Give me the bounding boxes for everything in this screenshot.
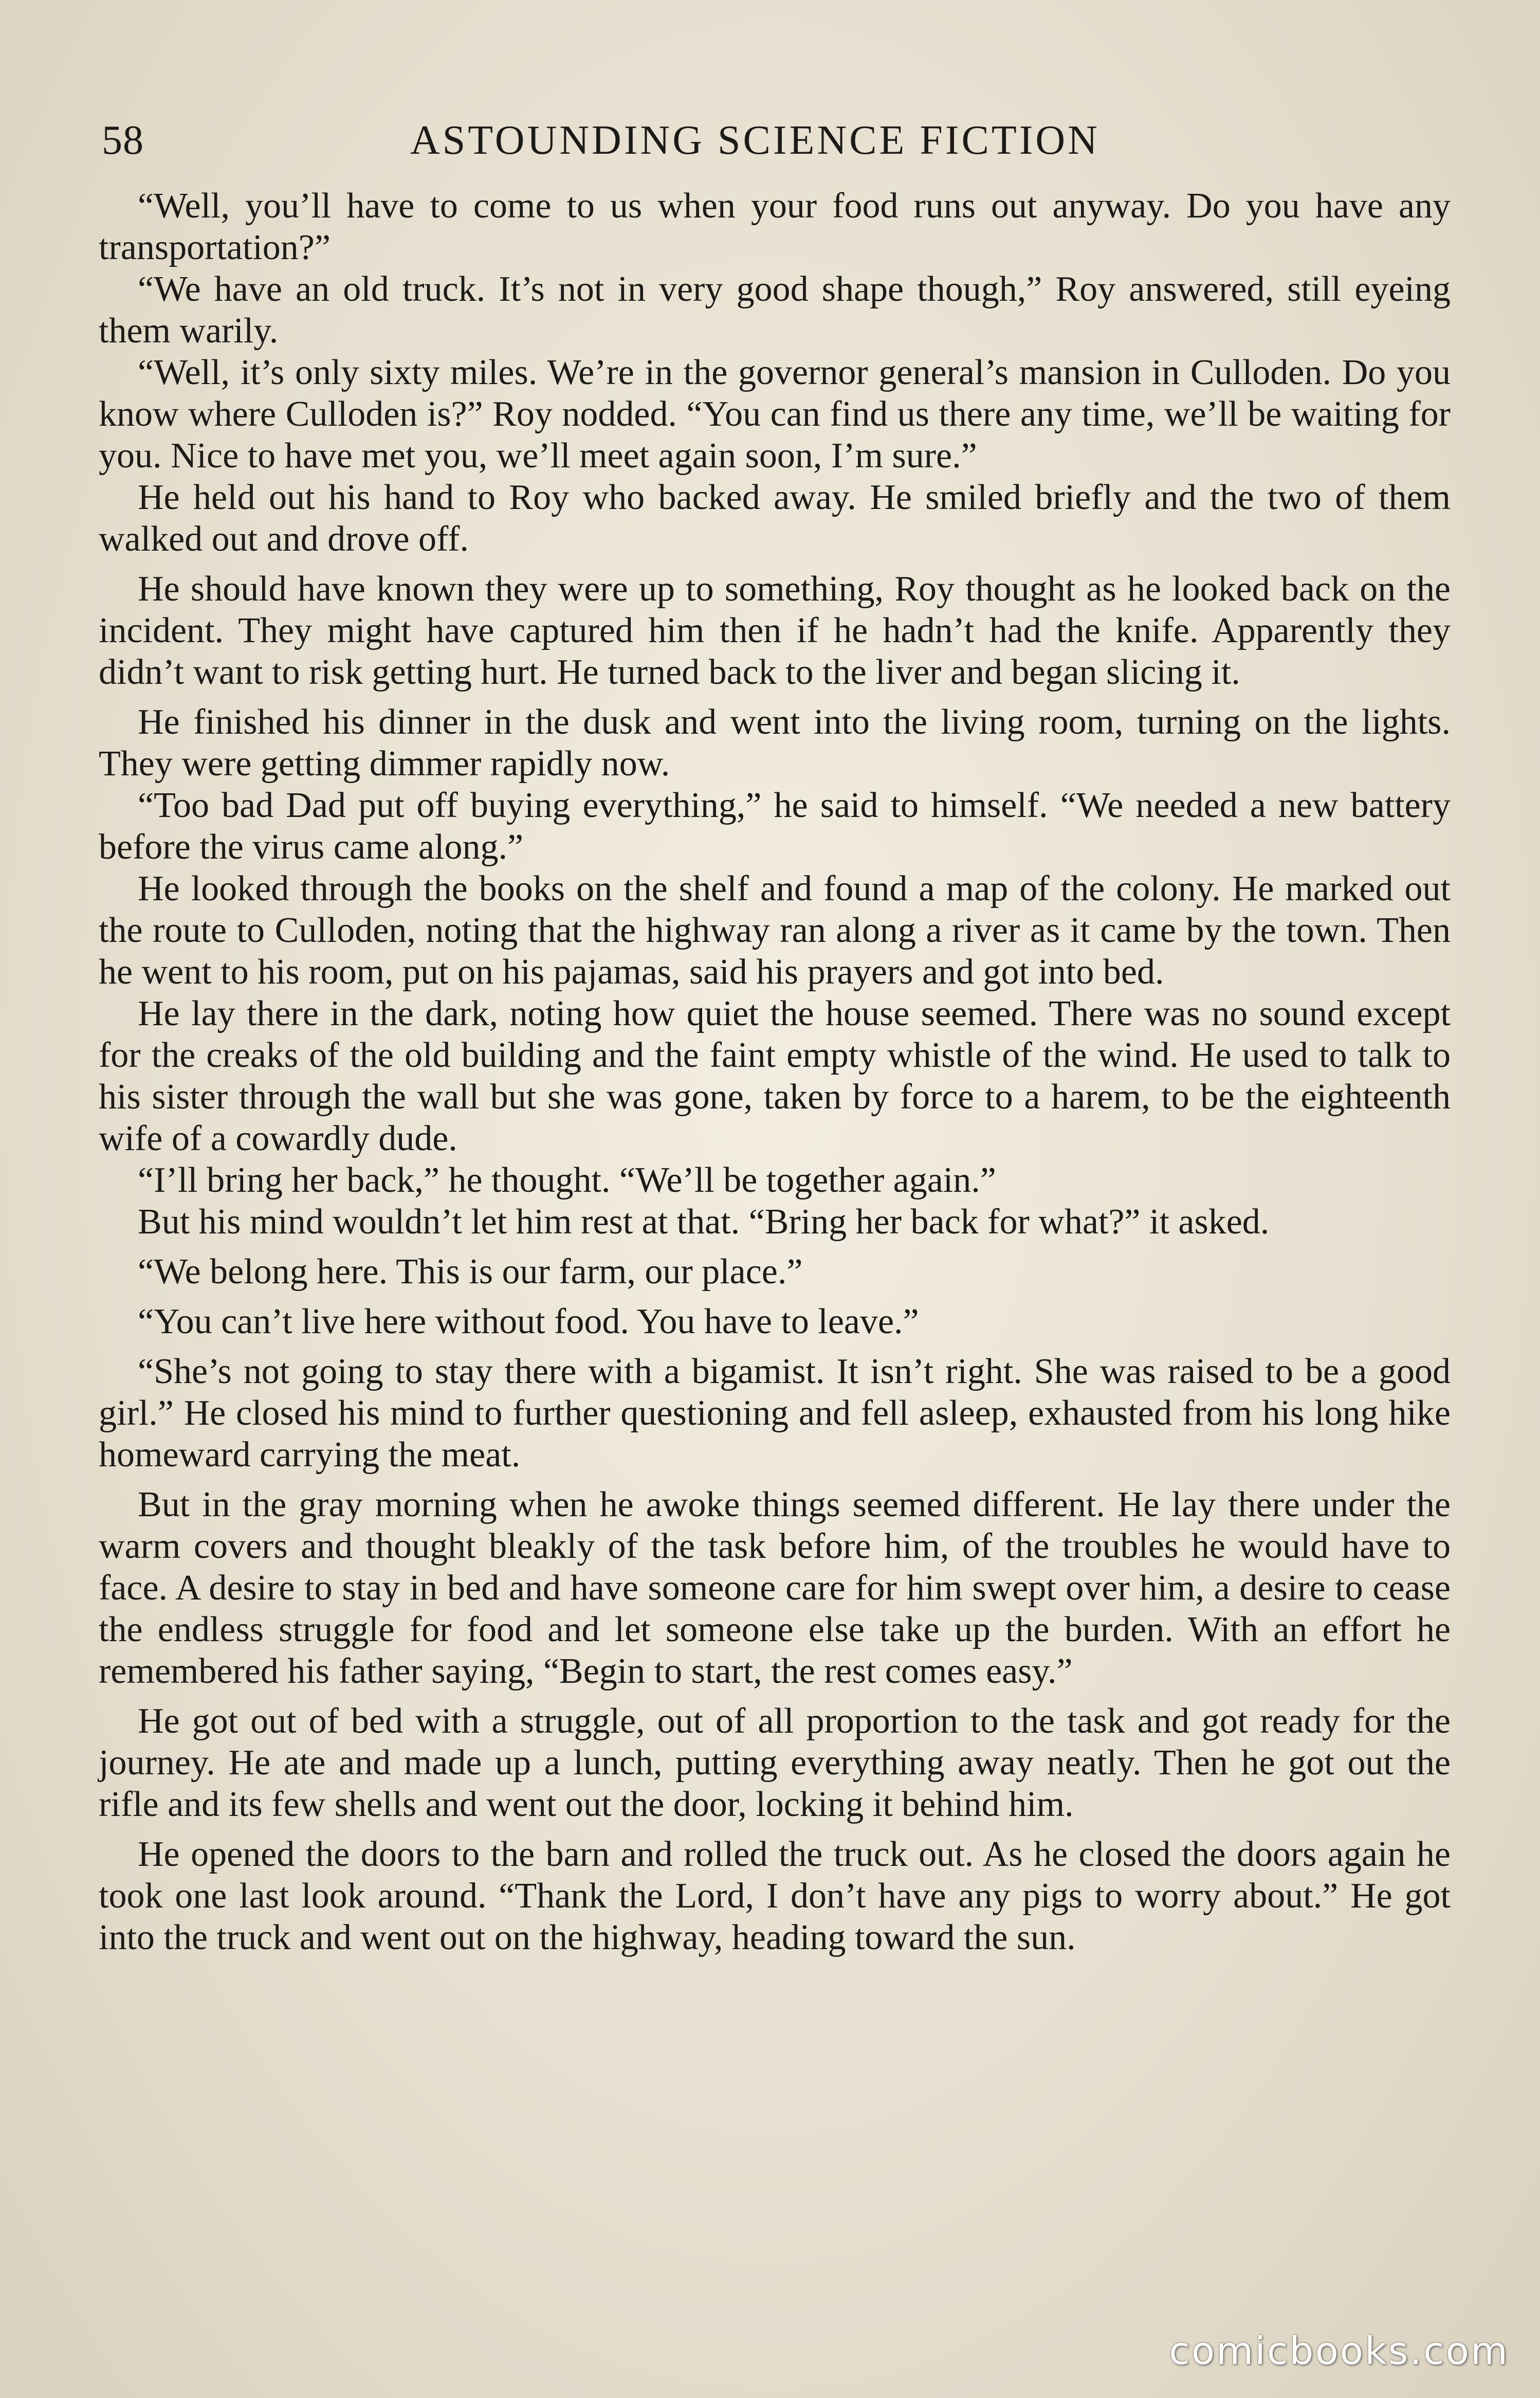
page-number: 58 [102,118,144,163]
paragraph: “We have an old truck. It’s not in very good shape though,” Roy answered, still eyeing them warily. [99,269,1451,351]
site-watermark: comicbooks.com [1169,2329,1509,2373]
paragraph: “She’s not going to stay there with a bigamist. It isn’t right. She was raised to be a good girl.” He closed his mind to further questioning and fell asleep, exhausted from his long hike homeward carrying the meat. [99,1352,1451,1475]
page-header [102,112,1438,169]
paragraph: He got out of bed with a struggle, out of all proportion to the task and got ready for the journey. He ate and made up a lunch, putting everything away neatly. Then he got out the rifle and its few shells and went out the door, locking it behind him. [99,1701,1451,1824]
paragraph: “Well, it’s only sixty miles. We’re in the governor general’s mansion in Culloden. Do you know where Culloden is?” Roy nodded. “You can find us there any time, we’ll be waiting for you. Nice to have met you, we’ll meet again soon, I’m sure.” [99,353,1451,476]
paragraph: “Well, you’ll have to come to us when your food runs out anyway. Do you have any transportation?” [99,186,1451,267]
paragraph: “I’ll bring her back,” he thought. “We’ll be together again.” [138,1160,996,1200]
running-head: ASTOUNDING SCIENCE FICTION [410,118,1100,163]
paragraph: He held out his hand to Roy who backed away. He smiled briefly and the two of them walked out and drove off. [99,478,1451,559]
paragraph: He should have known they were up to something, Roy thought as he looked back on the incident. They might have captured him then if he hadn’t had the knife. Apparently they didn’t want to risk getting hurt. He turned back to the liver and began slicing it. [99,569,1451,692]
paragraph: He opened the doors to the barn and rolled the truck out. As he closed the doors again he took one last look around. “Thank the Lord, I don’t have any pigs to worry about.” He got into the truck and went out on the highway, heading toward the sun. [99,1834,1451,1957]
paragraph: “You can’t live here without food. You have to leave.” [138,1302,919,1341]
paragraph: He looked through the books on the shelf and found a map of the colony. He marked out the route to Culloden, noting that the highway ran along a river as it came by the town. Then he went to his room, put on his pajamas, said his prayers and got into bed. [99,869,1451,992]
paragraph: He finished his dinner in the dusk and went into the living room, turning on the lights. They were getting dimmer rapidly now. [99,702,1451,784]
story-text [99,185,1451,1958]
paragraph: But his mind wouldn’t let him rest at that. “Bring her back for what?” it asked. [138,1202,1270,1242]
paragraph: He lay there in the dark, noting how quiet the house seemed. There was no sound except for the creaks of the old building and the faint empty whistle of the wind. He used to talk to his sister through the wall but she was gone, taken by force to a harem, to be the eighteenth wife of a cowardly dude. [99,994,1451,1158]
paragraph: But in the gray morning when he awoke things seemed different. He lay there under the warm covers and thought bleakly of the task before him, of the troubles he would have to face. A desire to stay in bed and have someone care for him swept over him, a desire to cease the endless struggle for food and let someone else take up the burden. With an effort he remembered his father saying, “Begin to start, the rest comes easy.” [99,1485,1451,1691]
paragraph: “We belong here. This is our farm, our place.” [138,1252,803,1292]
paragraph: “Too bad Dad put off buying everything,” he said to himself. “We needed a new battery before the virus came along.” [99,786,1451,867]
